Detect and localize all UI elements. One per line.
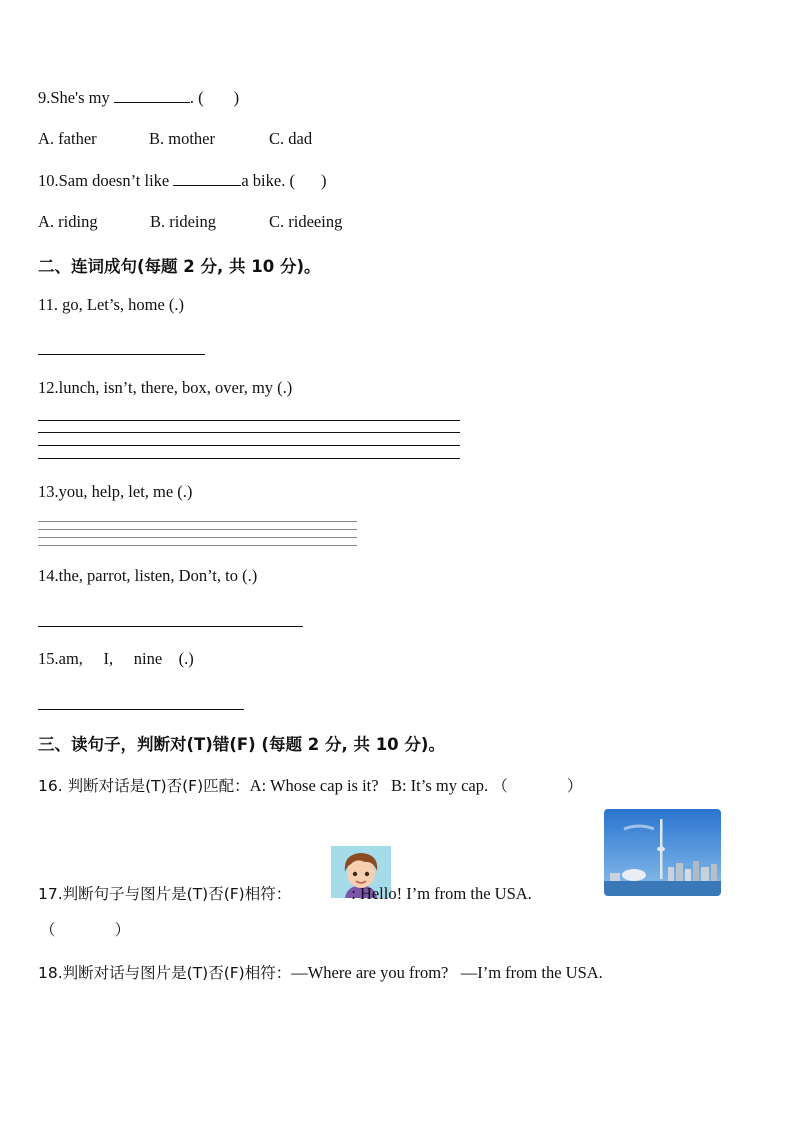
q14-answer-line[interactable] xyxy=(38,626,303,627)
section-3-title: 三、读句子，判断对(T)错(F) (每题 2 分, 共 10 分)。 xyxy=(38,735,445,754)
q9-option-b[interactable]: B. mother xyxy=(149,129,215,148)
q12-text: 12.lunch, isn’t, there, box, over, my (.) xyxy=(38,378,293,397)
q10-option-a[interactable]: A. riding xyxy=(38,212,98,231)
q9-text: 9.She's my xyxy=(38,88,110,107)
q9-option-a[interactable]: A. father xyxy=(38,129,97,148)
q12-writing-line-2[interactable] xyxy=(38,432,460,433)
q17-answer-paren[interactable]: （ ） xyxy=(40,921,131,939)
q16-prefix: 16. 判断对话是(T)否(F)匹配： xyxy=(38,777,250,795)
city-skyline-image xyxy=(604,809,721,896)
q11-text: 11. go, Let’s, home (.) xyxy=(38,295,185,314)
q10-option-c[interactable]: C. rideeing xyxy=(269,212,343,231)
q13-writing-line-2[interactable] xyxy=(38,529,357,530)
q18-text: —Where are you from? —I’m from the USA. xyxy=(291,963,603,982)
q9-paren-close: ) xyxy=(233,88,240,107)
q10-text: 10.Sam doesn’t like xyxy=(38,171,170,190)
q13-text: 13.you, help, let, me (.) xyxy=(38,482,193,501)
q16-answer-paren[interactable]: （ ） xyxy=(492,777,583,795)
q10-answer-blank[interactable] xyxy=(173,171,241,186)
section-2-title: 二、连词成句(每题 2 分, 共 10 分)。 xyxy=(38,257,321,276)
q15-text: 15.am, I, nine (.) xyxy=(38,649,194,668)
q9-option-c[interactable]: C. dad xyxy=(269,129,313,148)
q12-writing-line-4[interactable] xyxy=(38,458,460,459)
q17-text: : Hello! I’m from the USA. xyxy=(351,884,532,903)
q14-text: 14.the, parrot, listen, Don’t, to (.) xyxy=(38,566,258,585)
q10-option-b[interactable]: B. rideing xyxy=(150,212,216,231)
question-17 xyxy=(38,882,532,904)
q17-prefix: 17.判断句子与图片是(T)否(F)相符： xyxy=(38,885,292,903)
question-9 xyxy=(38,88,239,108)
q12-writing-line-1[interactable] xyxy=(38,420,460,421)
q9-answer-blank[interactable] xyxy=(114,88,190,103)
q15-answer-line[interactable] xyxy=(38,709,244,710)
q13-writing-line-4[interactable] xyxy=(38,545,357,546)
q17-answer-paren-row xyxy=(40,918,130,940)
q18-prefix: 18.判断对话与图片是(T)否(F)相符： xyxy=(38,964,292,982)
q12-writing-line-3[interactable] xyxy=(38,445,460,446)
q10-after-blank: a bike. ( xyxy=(241,171,295,190)
question-16 xyxy=(38,774,582,796)
question-18 xyxy=(38,961,603,983)
q13-writing-line-1[interactable] xyxy=(38,521,357,522)
q16-text: A: Whose cap is it? B: It’s my cap. xyxy=(249,776,489,795)
q9-after-blank: . ( xyxy=(189,88,204,107)
q10-options xyxy=(38,212,342,232)
q11-answer-line[interactable] xyxy=(38,354,205,355)
question-10 xyxy=(38,171,326,191)
q9-options xyxy=(38,129,312,149)
q10-paren-close: ) xyxy=(320,171,327,190)
q13-writing-line-3[interactable] xyxy=(38,537,357,538)
